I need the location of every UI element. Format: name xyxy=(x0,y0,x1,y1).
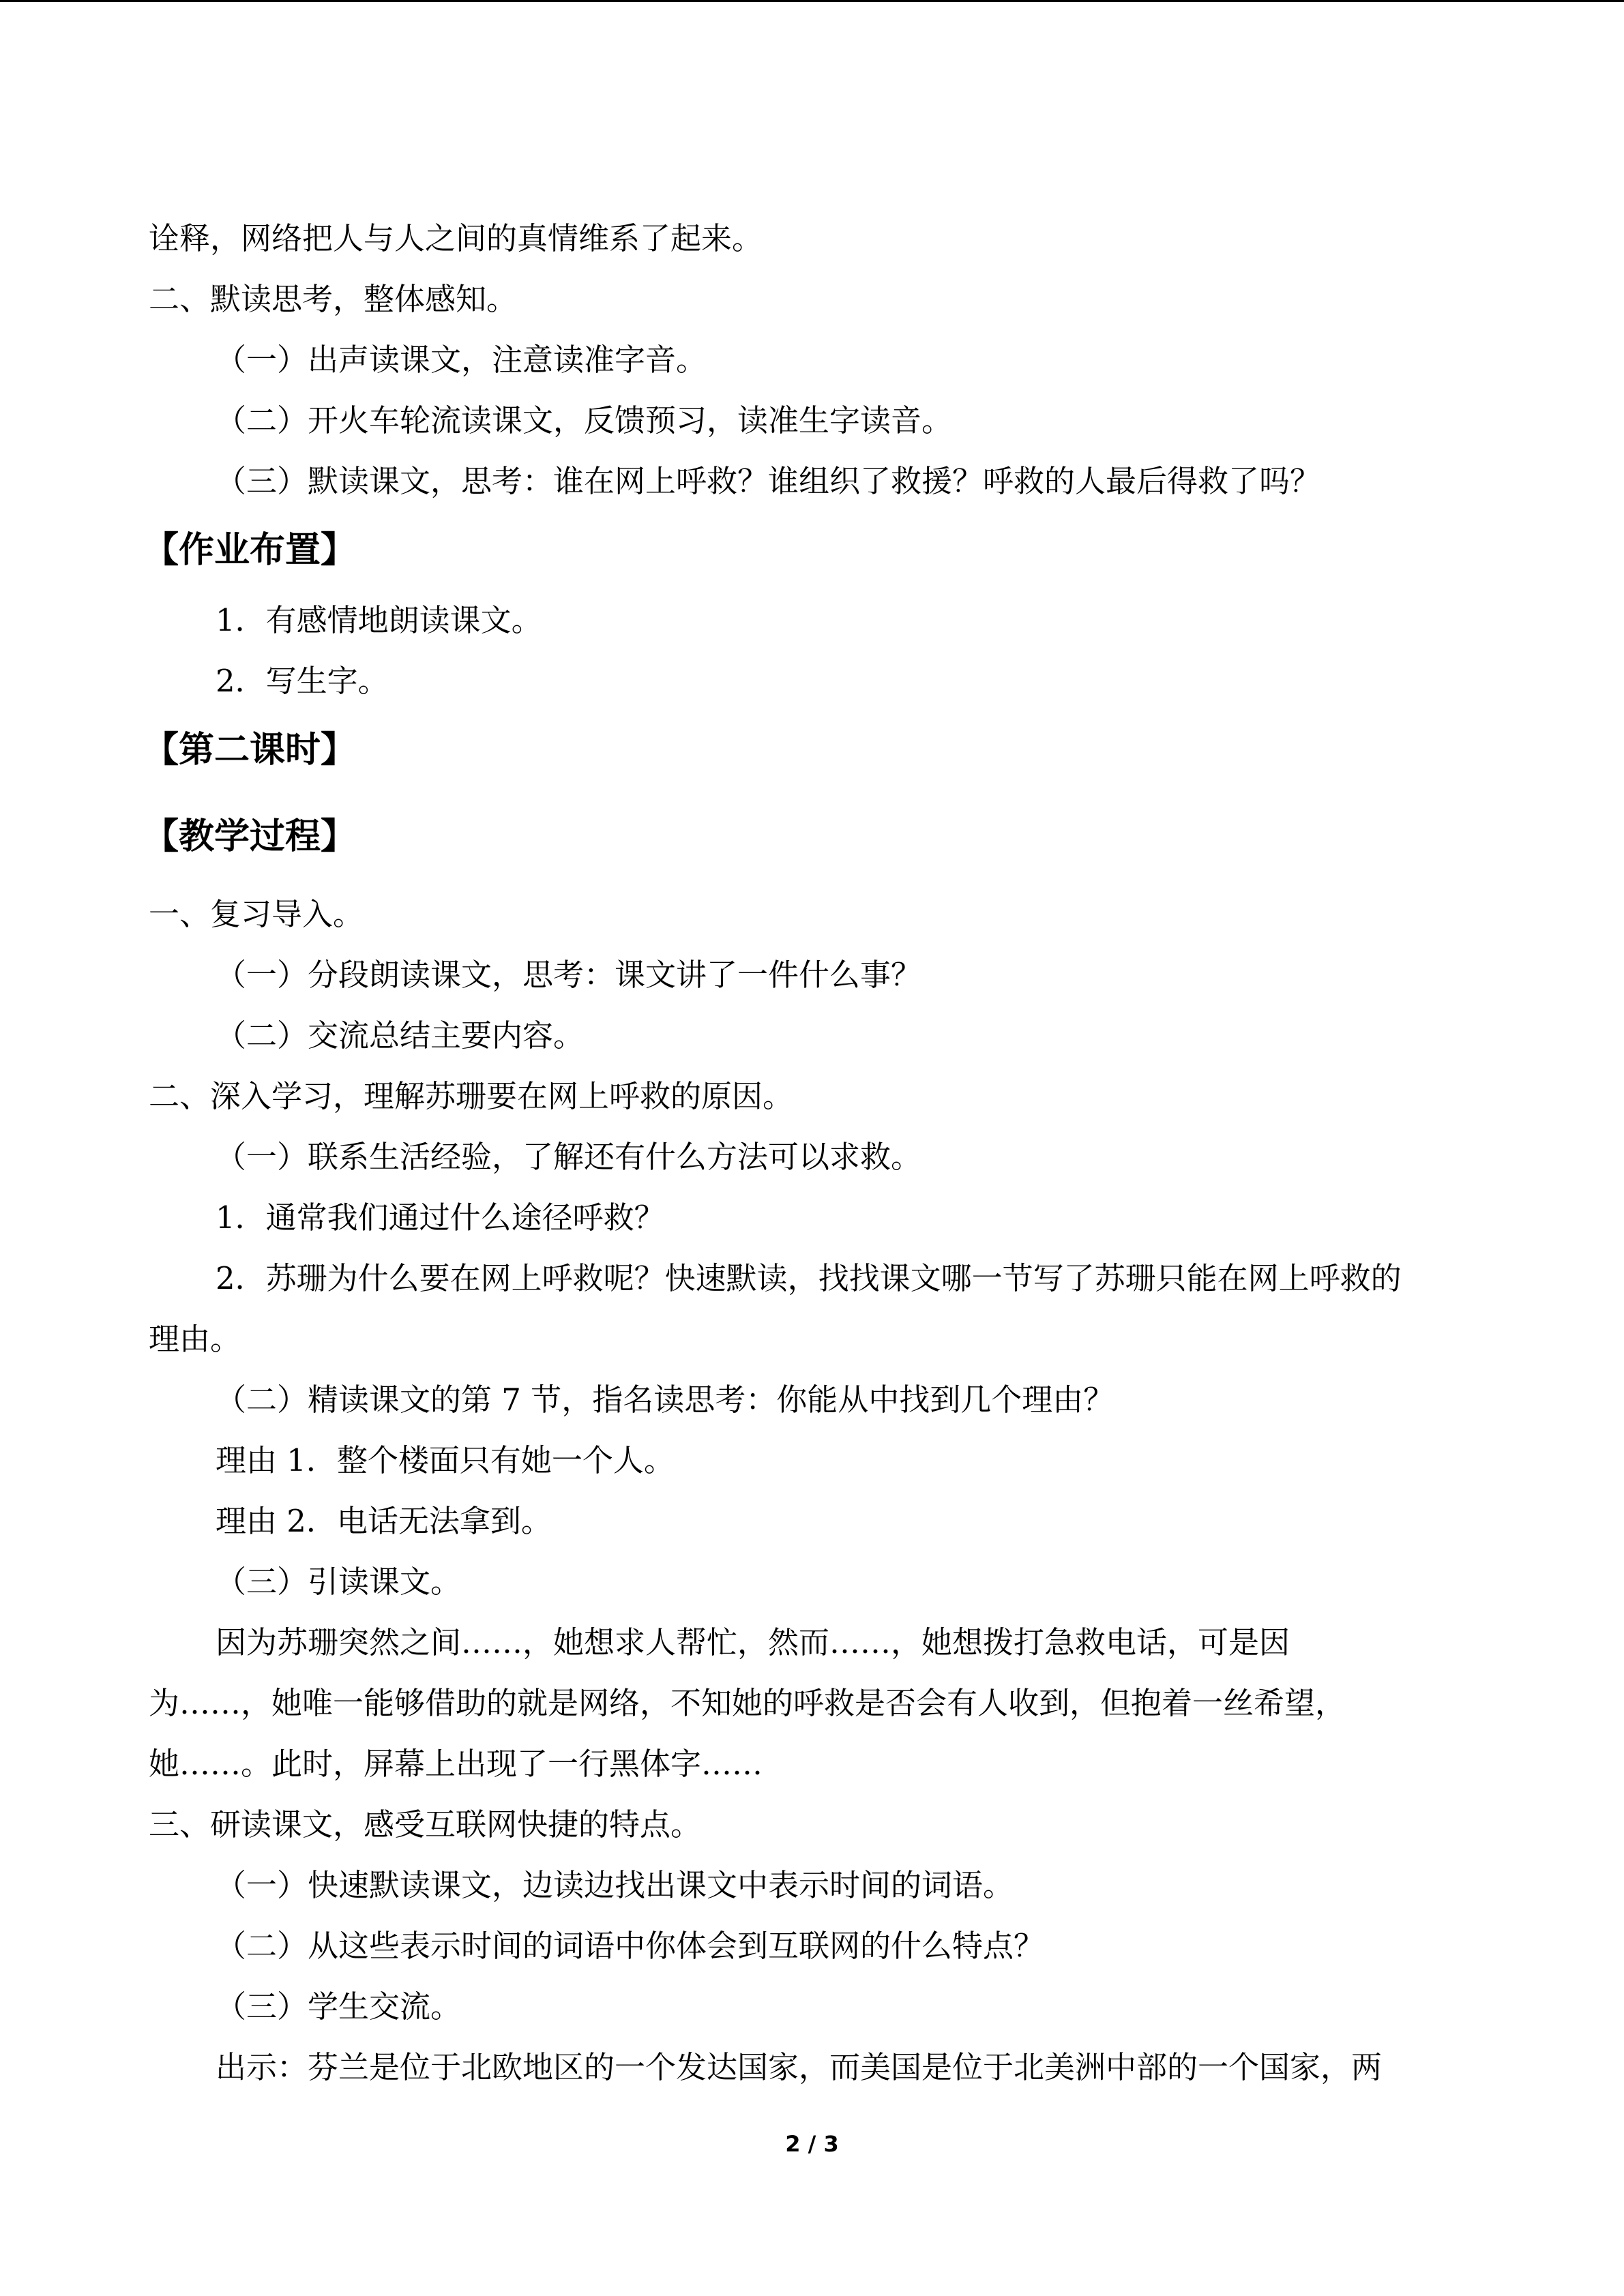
page-number: 2 / 3 xyxy=(785,2131,839,2157)
paragraph-line: 出示：芬兰是位于北欧地区的一个发达国家，而美国是位于北美洲中部的一个国家，两 xyxy=(216,2049,1383,2085)
paragraph-line: （二）开火车轮流读课文，反馈预习，读准生字读音。 xyxy=(216,402,953,438)
heading-second-lesson: 【第二课时】 xyxy=(143,730,357,771)
paragraph-line: 她……。此时，屏幕上出现了一行黑体字…… xyxy=(149,1746,763,1782)
paragraph-line: 理由 2．电话无法拿到。 xyxy=(216,1503,552,1539)
paragraph-line: 理由 1．整个楼面只有她一个人。 xyxy=(216,1442,675,1478)
document-body xyxy=(143,208,1486,2098)
paragraph-line: （一）出声读课文，注意读准字音。 xyxy=(216,342,707,378)
paragraph-line: 因为苏珊突然之间……，她想求人帮忙，然而……，她想拨打急救电话，可是因 xyxy=(216,1624,1290,1660)
paragraph-line: （三）引读课文。 xyxy=(216,1564,462,1600)
heading-homework: 【作业布置】 xyxy=(143,530,357,571)
paragraph-line: 1．有感情地朗读课文。 xyxy=(216,602,542,638)
paragraph-line: （三）学生交流。 xyxy=(216,1988,462,2025)
paragraph-line: （二）交流总结主要内容。 xyxy=(216,1017,585,1054)
section-heading: 二、默读思考，整体感知。 xyxy=(149,281,518,317)
paragraph-line: 为……，她唯一能够借助的就是网络，不知她的呼救是否会有人收到，但抱着一丝希望， xyxy=(149,1685,1346,1721)
paragraph-line: （二）从这些表示时间的词语中你体会到互联网的什么特点？ xyxy=(216,1928,1045,1964)
paragraph-line: （一）快速默读课文，边读边找出课文中表示时间的词语。 xyxy=(216,1867,1014,1903)
paragraph-line: 1．通常我们通过什么途径呼救？ xyxy=(216,1199,665,1236)
paragraph-line: （二）精读课文的第 7 节，指名读思考：你能从中找到几个理由？ xyxy=(216,1382,1114,1418)
section-heading: 二、深入学习，理解苏珊要在网上呼救的原因。 xyxy=(149,1078,794,1114)
section-heading: 三、研读课文，感受互联网快捷的特点。 xyxy=(149,1806,702,1843)
paragraph-line: （一）联系生活经验，了解还有什么方法可以求救。 xyxy=(216,1139,922,1175)
section-heading: 一、复习导入。 xyxy=(149,896,364,932)
paragraph-line: 理由。 xyxy=(149,1321,241,1357)
paragraph-line: 诠释，网络把人与人之间的真情维系了起来。 xyxy=(149,220,763,256)
paragraph-line: （三）默读课文，思考：谁在网上呼救？谁组织了救援？呼救的人最后得救了吗？ xyxy=(216,463,1321,499)
paragraph-line: （一）分段朗读课文，思考：课文讲了一件什么事？ xyxy=(216,957,922,993)
paragraph-line: 2．苏珊为什么要在网上呼救呢？快速默读，找找课文哪一节写了苏珊只能在网上呼救的 xyxy=(216,1260,1402,1296)
paragraph-line: 2．写生字。 xyxy=(216,663,389,699)
heading-teaching-process: 【教学过程】 xyxy=(143,816,357,857)
top-border xyxy=(0,0,1624,2)
